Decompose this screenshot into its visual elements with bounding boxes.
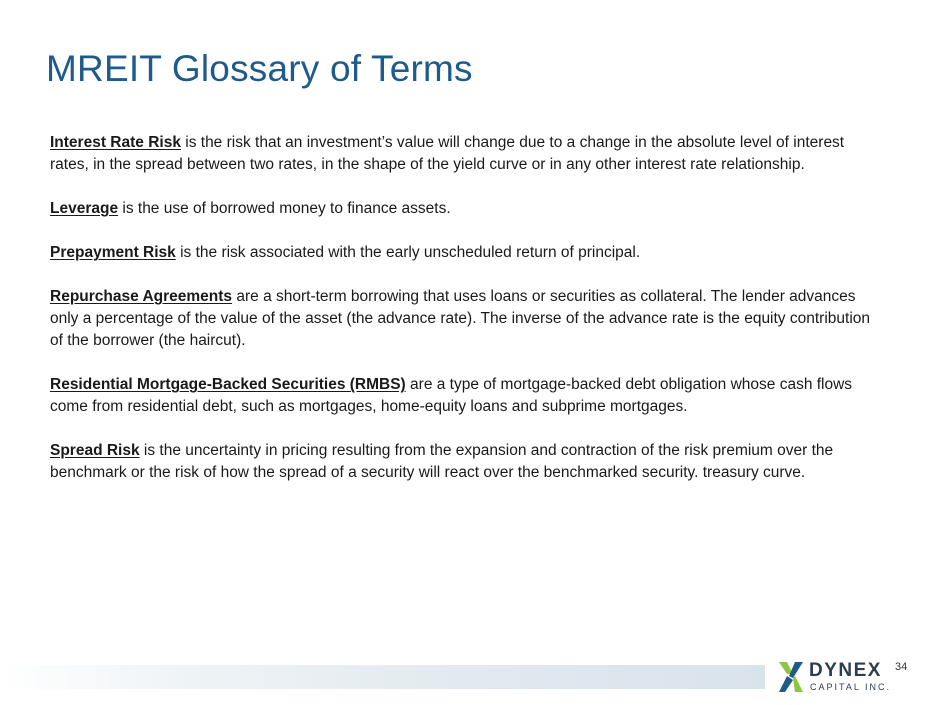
glossary-entry — [50, 242, 880, 264]
glossary-term: Residential Mortgage-Backed Securities (RMBS) — [50, 376, 406, 393]
glossary-list — [50, 132, 880, 506]
glossary-entry — [50, 374, 880, 418]
glossary-definition: is the uncertainty in pricing resulting from the expansion and contraction of the risk premium over the benchmark or the risk of how the spread of a security will react over the benchmarked security. treasury curve. — [50, 442, 834, 481]
page-number: 34 — [895, 661, 908, 673]
glossary-term: Prepayment Risk — [50, 244, 176, 261]
glossary-term: Leverage — [50, 200, 119, 217]
glossary-term: Repurchase Agreements — [50, 288, 233, 305]
glossary-definition: are a type of mortgage-backed debt obligation whose cash flows come from residential debt, such as mortgages, home-equity loans and subprime mortgages. — [50, 376, 853, 415]
glossary-definition: is the use of borrowed money to finance assets. — [118, 200, 451, 217]
logo-wordmark: DYNEX — [809, 660, 882, 681]
glossary-entry — [50, 198, 880, 220]
glossary-definition: are a short-term borrowing that uses loans or securities as collateral. The lender advances only a percentage of the value of the asset (the advance rate). The inverse of the advance rate is the equity contribution of the borrower (the haircut). — [50, 288, 871, 349]
dynex-x-icon — [779, 662, 803, 692]
glossary-entry — [50, 440, 880, 484]
glossary-term: Interest Rate Risk — [50, 134, 181, 151]
glossary-entry — [50, 132, 880, 176]
page-title: MREIT Glossary of Terms — [46, 48, 473, 89]
glossary-definition: is the risk associated with the early unscheduled return of principal. — [175, 244, 641, 261]
footer-band — [0, 665, 765, 689]
glossary-entry — [50, 286, 880, 352]
company-logo — [779, 660, 892, 694]
glossary-definition: is the risk that an investment’s value will change due to a change in the absolute level of interest rates, in the spread between two rates, in the shape of the yield curve or in any other interest rate relationship. — [50, 134, 845, 173]
glossary-term: Spread Risk — [50, 442, 140, 459]
logo-subtitle: CAPITAL INC. — [810, 682, 892, 692]
